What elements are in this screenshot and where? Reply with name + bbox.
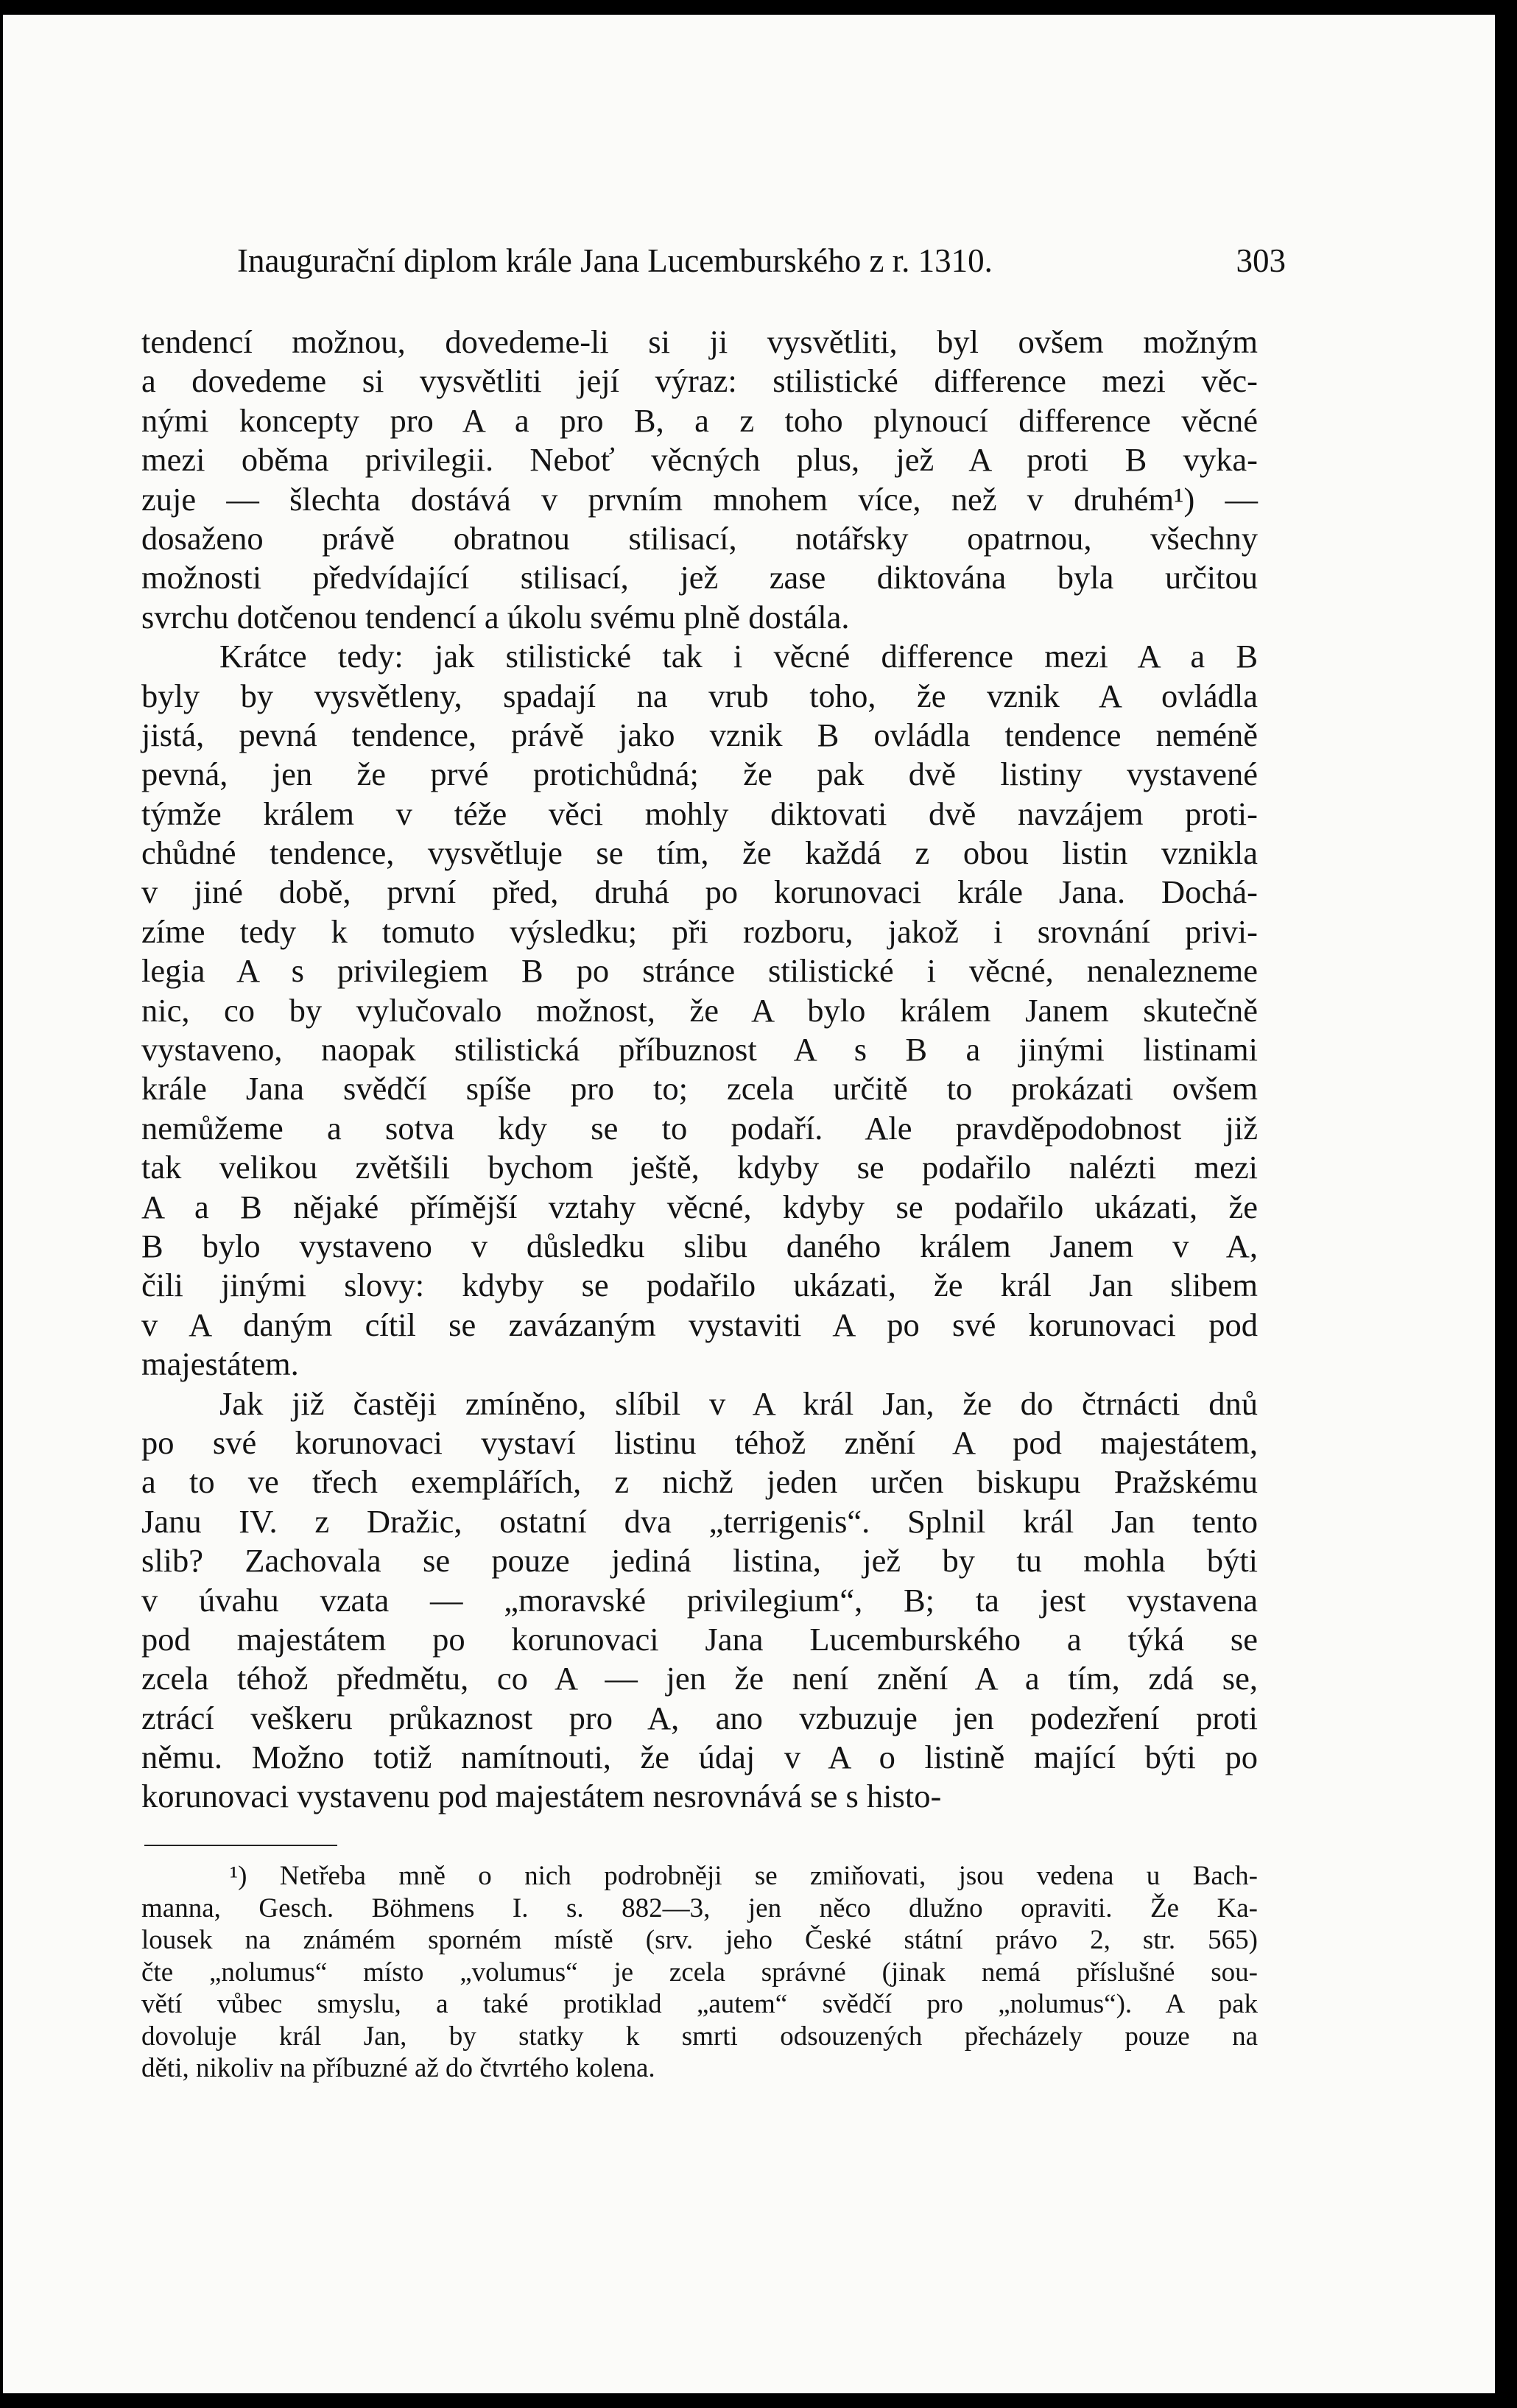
paragraph xyxy=(141,1384,1258,1817)
text-line: svrchu dotčenou tendencí a úkolu svému plně dostála. xyxy=(141,598,850,636)
page xyxy=(3,15,1495,2393)
footnote-line: větí vůbec smyslu, a také protiklad „autem“ svědčí pro „nolumus“). A pak xyxy=(141,1989,1258,2019)
footnote-line: dovoluje král Jan, by statky k smrti odsouzených přecházely pouze na xyxy=(141,2021,1258,2052)
text-line: jistá, pevná tendence, právě jako vznik B ovládla tendence neméně xyxy=(141,716,1258,753)
text-line: korunovaci vystavenu pod majestátem nesrovnává se s histo- xyxy=(141,1778,942,1815)
text-line: ztrácí veškeru průkaznost pro A, ano vzbuzuje jen podezření proti xyxy=(141,1699,1258,1736)
paragraph xyxy=(141,637,1258,1384)
text-line: po své korunovaci vystaví listinu téhož znění A pod majestátem, xyxy=(141,1423,1258,1461)
text-line: byly by vysvětleny, spadají na vrub toho, že vznik A ovládla xyxy=(141,677,1258,714)
text-line: zuje — šlechta dostává v prvním mnohem více, než v druhém¹) — xyxy=(141,480,1258,518)
paragraph xyxy=(141,323,1258,637)
text-line: a dovedeme si vysvětliti její výraz: stilistické difference mezi věc- xyxy=(141,362,1258,400)
text-line: slib? Zachovala se pouze jediná listina, jež by tu mohla býti xyxy=(141,1542,1258,1580)
text-line: krále Jana svědčí spíše pro to; zcela určitě to prokázati ovšem xyxy=(141,1070,1258,1108)
footnote-line: lousek na známém sporném místě (srv. jeho České státní právo 2, str. 565) xyxy=(141,1925,1258,1955)
text-line: němu. Možno totiž namítnouti, že údaj v A o listině mající býti po xyxy=(141,1739,1258,1776)
footnote-line: děti, nikoliv na příbuzné až do čtvrtého kolena. xyxy=(141,2053,655,2083)
running-title: Inaugurační diplom krále Jana Lucemburského z r. 1310. xyxy=(237,242,993,279)
footnote-line: čte „nolumus“ místo „volumus“ je zcela správné (jinak nemá příslušné sou- xyxy=(141,1957,1258,1988)
text-line: pevná, jen že prvé protichůdná; že pak dvě listiny vystavené xyxy=(141,756,1258,793)
text-line: v úvahu vzata — „moravské privilegium“, B; ta jest vystavena xyxy=(141,1581,1258,1619)
text-line: majestátem. xyxy=(141,1345,299,1383)
footnote-line: manna, Gesch. Böhmens I. s. 882—3, jen něco dlužno opraviti. Že Ka- xyxy=(141,1893,1258,1923)
text-line: tendencí možnou, dovedeme-li si ji vysvětliti, byl ovšem možným xyxy=(141,323,1258,360)
text-line: pod majestátem po korunovaci Jana Lucemburského a týká se xyxy=(141,1620,1258,1658)
text-line: nic, co by vylučovalo možnost, že A bylo králem Janem skutečně xyxy=(141,991,1258,1029)
body-text xyxy=(141,323,1258,1817)
footnote xyxy=(141,1860,1258,2085)
text-line: A a B nějaké přímější vztahy věcné, kdyby se podařilo ukázati, že xyxy=(141,1188,1258,1225)
text-line: vystaveno, naopak stilistická příbuznost A s B a jinými listinami xyxy=(141,1031,1258,1069)
text-line: Krátce tedy: jak stilistické tak i věcné difference mezi A a B xyxy=(219,638,1258,675)
page-number: 303 xyxy=(1236,242,1286,279)
text-line: dosaženo právě obratnou stilisací, notářsky opatrnou, všechny xyxy=(141,519,1258,557)
footnote-separator xyxy=(144,1845,337,1846)
text-line: zíme tedy k tomuto výsledku; při rozboru, jakož i srovnání privi- xyxy=(141,912,1258,950)
text-line: chůdné tendence, vysvětluje se tím, že každá z obou listin vznikla xyxy=(141,834,1258,872)
text-line: zcela téhož předmětu, co A — jen že není znění A a tím, zdá se, xyxy=(141,1660,1258,1697)
text-line: a to ve třech exemplářích, z nichž jeden určen biskupu Pražskému xyxy=(141,1463,1258,1501)
text-line: tak velikou zvětšili bychom ještě, kdyby se podařilo nalézti mezi xyxy=(141,1149,1258,1186)
text-line: Jak již častěji zmíněno, slíbil v A král Jan, že do čtrnácti dnů xyxy=(219,1384,1258,1422)
text-line: B bylo vystaveno v důsledku slibu daného králem Janem v A, xyxy=(141,1227,1258,1264)
text-line: týmže králem v téže věci mohly diktovati dvě navzájem proti- xyxy=(141,795,1258,832)
text-line: Janu IV. z Dražic, ostatní dva „terrigenis“. Splnil král Jan tento xyxy=(141,1502,1258,1540)
text-line: možnosti předvídající stilisací, jež zase diktována byla určitou xyxy=(141,559,1258,596)
text-line: legia A s privilegiem B po stránce stilistické i věcné, nenalezneme xyxy=(141,952,1258,990)
text-line: v A daným cítil se zavázaným vystaviti A po své korunovaci pod xyxy=(141,1306,1258,1343)
text-line: nými koncepty pro A a pro B, a z toho plynoucí difference věcné xyxy=(141,401,1258,439)
text-line: v jiné době, první před, druhá po korunovaci krále Jana. Dochá- xyxy=(141,873,1258,911)
footnote-line: ¹) Netřeba mně o nich podrobněji se zmiňovati, jsou vedena u Bach- xyxy=(230,1861,1258,1891)
text-line: mezi oběma privilegii. Neboť věcných plus, jež A proti B vyka- xyxy=(141,441,1258,479)
text-line: nemůžeme a sotva kdy se to podaří. Ale pravděpodobnost již xyxy=(141,1109,1258,1147)
text-line: čili jinými slovy: kdyby se podařilo ukázati, že král Jan slibem xyxy=(141,1267,1258,1304)
